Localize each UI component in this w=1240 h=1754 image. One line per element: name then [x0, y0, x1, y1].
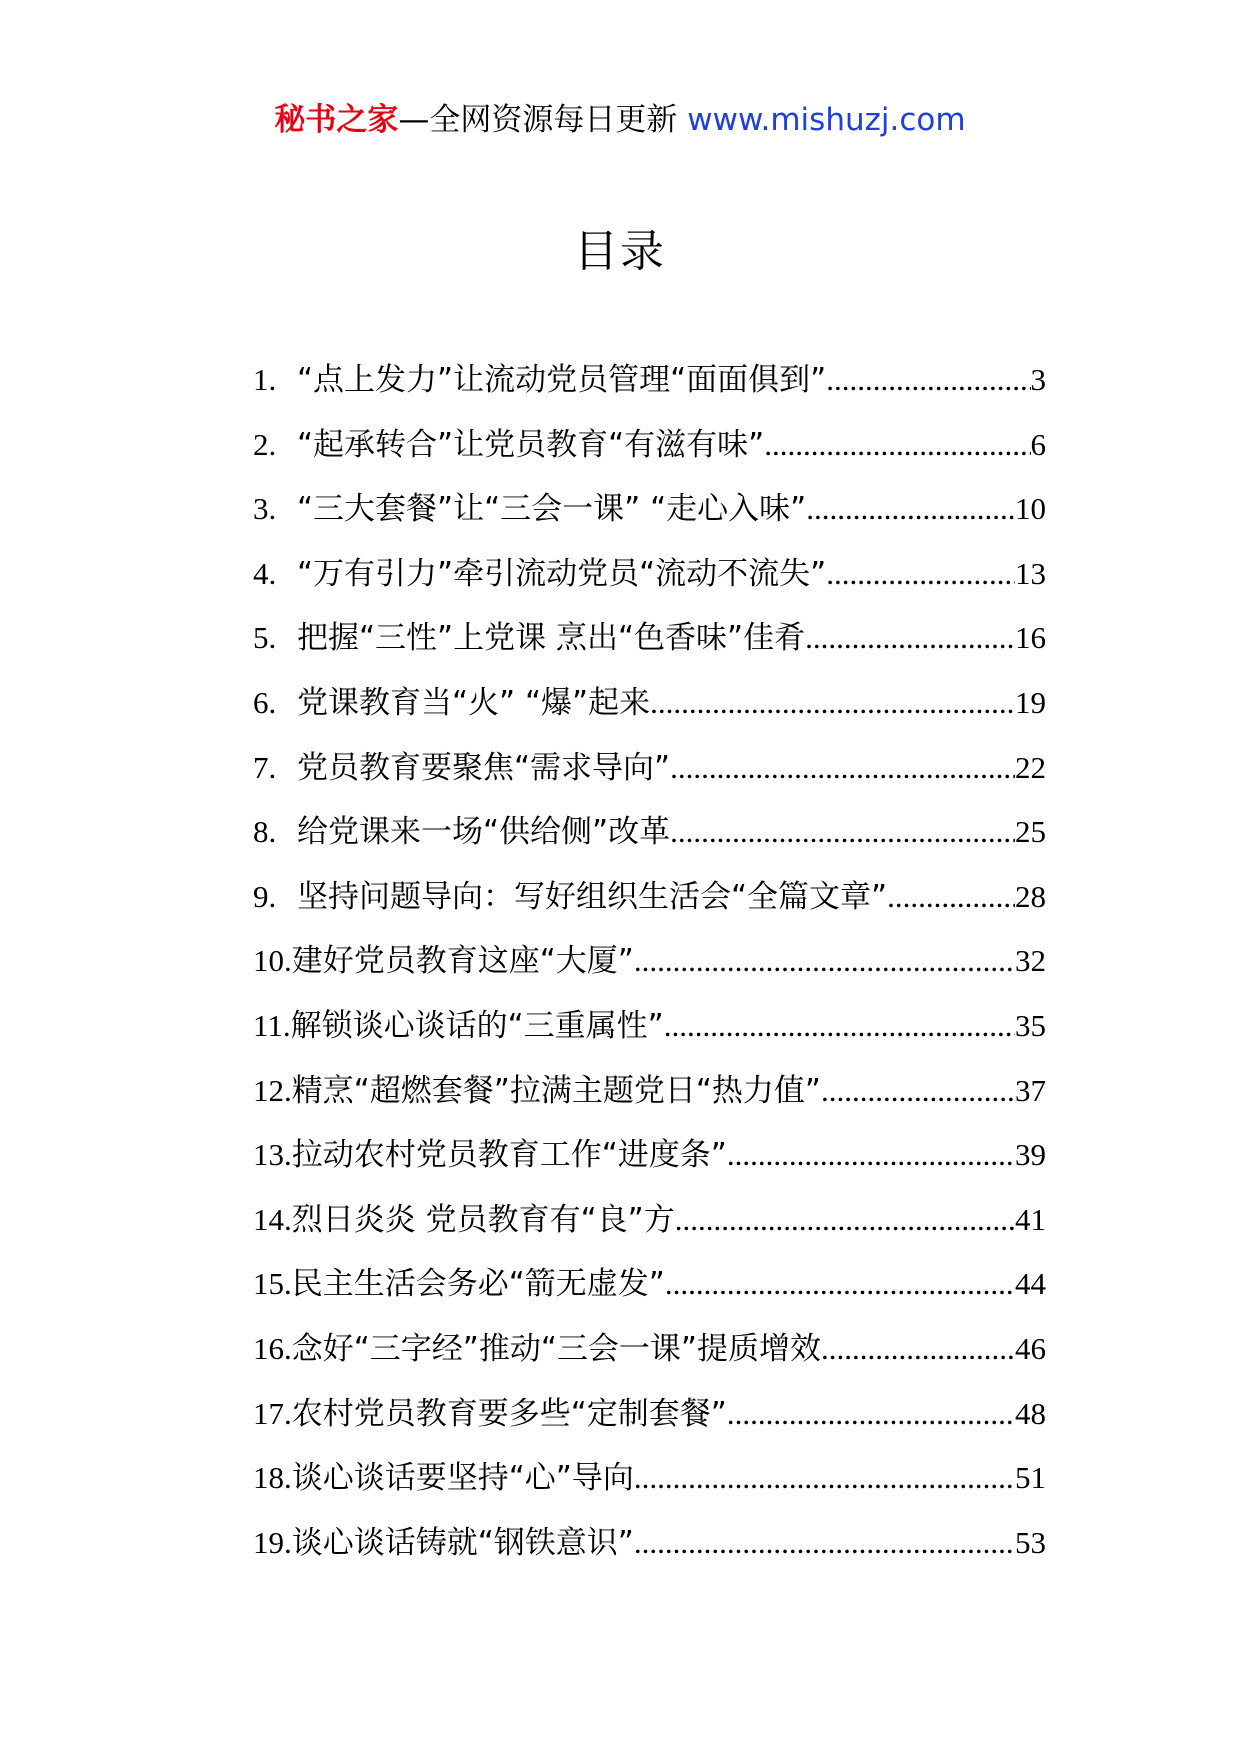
toc-dot-leader [634, 939, 1015, 983]
banner-tagline: —全网资源每日更新 [398, 102, 688, 138]
toc-dot-leader [806, 487, 1015, 531]
toc-entry-number: 5. [253, 620, 277, 656]
toc-entry-title: 农村党员教育要多些“定制套餐” [291, 1395, 727, 1432]
toc-page-number: 37 [1015, 1072, 1046, 1108]
toc-entry-title: 念好“三字经”推动“三会一课”提质增效 [291, 1330, 821, 1367]
toc-page-number: 53 [1015, 1524, 1046, 1560]
table-of-contents [253, 358, 1046, 1585]
toc-entry-number: 10. [253, 943, 292, 979]
toc-entry-title: 拉动农村党员教育工作“进度条” [291, 1137, 727, 1174]
toc-dot-leader [826, 552, 1015, 596]
toc-entry-number: 9. [253, 878, 277, 914]
toc-entry[interactable] [253, 616, 1046, 681]
toc-page-number: 13 [1015, 555, 1046, 591]
toc-page-number: 39 [1015, 1137, 1046, 1173]
toc-entry-title: 解锁谈心谈话的“三重属性” [290, 1007, 664, 1044]
toc-dot-leader [634, 1456, 1015, 1500]
toc-entry-title: 把握“三性”上党课 烹出“色香味”佳肴 [297, 620, 806, 657]
toc-entry-number: 2. [253, 426, 277, 462]
toc-entry-number: 13. [253, 1137, 292, 1173]
toc-entry[interactable] [253, 1327, 1046, 1392]
toc-entry-title: 党员教育要聚焦“需求导向” [297, 749, 671, 786]
toc-entry-number: 8. [253, 814, 277, 850]
toc-entry[interactable] [253, 746, 1046, 811]
toc-dot-leader [634, 1521, 1015, 1565]
toc-entry-title: 谈心谈话要坚持“心”导向 [291, 1460, 634, 1497]
toc-dot-leader [670, 810, 1015, 854]
toc-entry[interactable] [253, 1521, 1046, 1586]
toc-entry[interactable] [253, 939, 1046, 1004]
toc-entry-title: 精烹“超燃套餐”拉满主题党日“热力值” [291, 1072, 821, 1109]
toc-entry[interactable] [253, 681, 1046, 746]
toc-entry-title: “点上发力”让流动党员管理“面面俱到” [297, 362, 827, 398]
toc-page-number: 10 [1015, 491, 1046, 527]
toc-entry-number: 1. [253, 362, 277, 397]
toc-entry-title: “起承转合”让党员教育“有滋有味” [297, 426, 765, 463]
toc-entry[interactable] [253, 1262, 1046, 1327]
toc-entry-title: “万有引力”牵引流动党员“流动不流失” [297, 555, 827, 592]
toc-page-number: 16 [1015, 620, 1046, 656]
toc-dot-leader [805, 616, 1015, 660]
toc-entry-number: 3. [253, 491, 277, 527]
toc-dot-leader [650, 681, 1015, 725]
toc-dot-leader [887, 875, 1015, 919]
toc-entry[interactable] [253, 810, 1046, 875]
toc-entry-number: 17. [253, 1395, 292, 1431]
toc-entry[interactable] [253, 552, 1046, 617]
toc-entry-title: 坚持问题导向：写好组织生活会“全篇文章” [297, 878, 888, 915]
toc-entry[interactable] [253, 1392, 1046, 1457]
toc-dot-leader [727, 1392, 1015, 1436]
toc-page-number: 46 [1015, 1330, 1046, 1366]
site-banner [0, 100, 1240, 140]
toc-page-number: 25 [1015, 814, 1046, 850]
brand-name: 秘书之家 [274, 102, 399, 138]
toc-page-number: 48 [1015, 1395, 1046, 1431]
toc-entry[interactable] [253, 1456, 1046, 1521]
toc-page-number: 6 [1030, 426, 1046, 462]
toc-entry-number: 14. [253, 1201, 292, 1237]
toc-entry-title: 党课教育当“火” “爆”起来 [297, 684, 651, 721]
toc-entry-number: 6. [253, 684, 277, 720]
toc-entry[interactable] [253, 1004, 1046, 1069]
toc-entry[interactable] [253, 358, 1046, 423]
toc-page-number: 28 [1015, 878, 1046, 914]
toc-entry-number: 16. [253, 1330, 292, 1366]
toc-entry[interactable] [253, 423, 1046, 488]
toc-entry[interactable] [253, 487, 1046, 552]
toc-entry[interactable] [253, 875, 1046, 940]
toc-entry-number: 18. [253, 1460, 292, 1496]
toc-dot-leader [826, 358, 1030, 402]
toc-page-number: 35 [1015, 1007, 1046, 1043]
toc-dot-leader [764, 423, 1030, 467]
toc-page-number: 41 [1015, 1201, 1046, 1237]
toc-entry-number: 7. [253, 749, 277, 785]
page-title: 目录 [574, 226, 666, 277]
toc-dot-leader [821, 1069, 1015, 1113]
toc-entry-number: 19. [253, 1524, 292, 1560]
toc-entry-number: 11. [253, 1007, 291, 1043]
toc-page-number: 3 [1030, 362, 1046, 397]
toc-entry-title: 民主生活会务必“箭无虚发” [291, 1266, 665, 1303]
toc-entry-title: 给党课来一场“供给侧”改革 [297, 814, 671, 851]
toc-entry-title: 谈心谈话铸就“钢铁意识” [291, 1524, 634, 1561]
toc-entry-number: 12. [253, 1072, 292, 1108]
toc-page-number: 32 [1015, 943, 1046, 979]
toc-entry-title: 烈日炎炎 党员教育有“良”方 [291, 1201, 675, 1238]
toc-page-number: 44 [1015, 1266, 1046, 1302]
toc-dot-leader [664, 1004, 1015, 1048]
toc-dot-leader [675, 1198, 1015, 1242]
toc-dot-leader [727, 1133, 1015, 1177]
toc-page-number: 22 [1015, 749, 1046, 785]
toc-page-number: 51 [1015, 1460, 1046, 1496]
site-url[interactable]: www.mishuzj.com [687, 102, 966, 138]
toc-entry-number: 4. [253, 555, 277, 591]
toc-entry-title: “三大套餐”让“三会一课” “走心入味” [297, 491, 807, 528]
toc-entry[interactable] [253, 1198, 1046, 1263]
toc-entry[interactable] [253, 1133, 1046, 1198]
toc-dot-leader [665, 1262, 1015, 1306]
toc-entry-number: 15. [253, 1266, 292, 1302]
toc-entry[interactable] [253, 1069, 1046, 1134]
toc-dot-leader [821, 1327, 1015, 1371]
toc-page-number: 19 [1015, 684, 1046, 720]
toc-dot-leader [670, 746, 1015, 790]
toc-entry-title: 建好党员教育这座“大厦” [291, 943, 634, 980]
